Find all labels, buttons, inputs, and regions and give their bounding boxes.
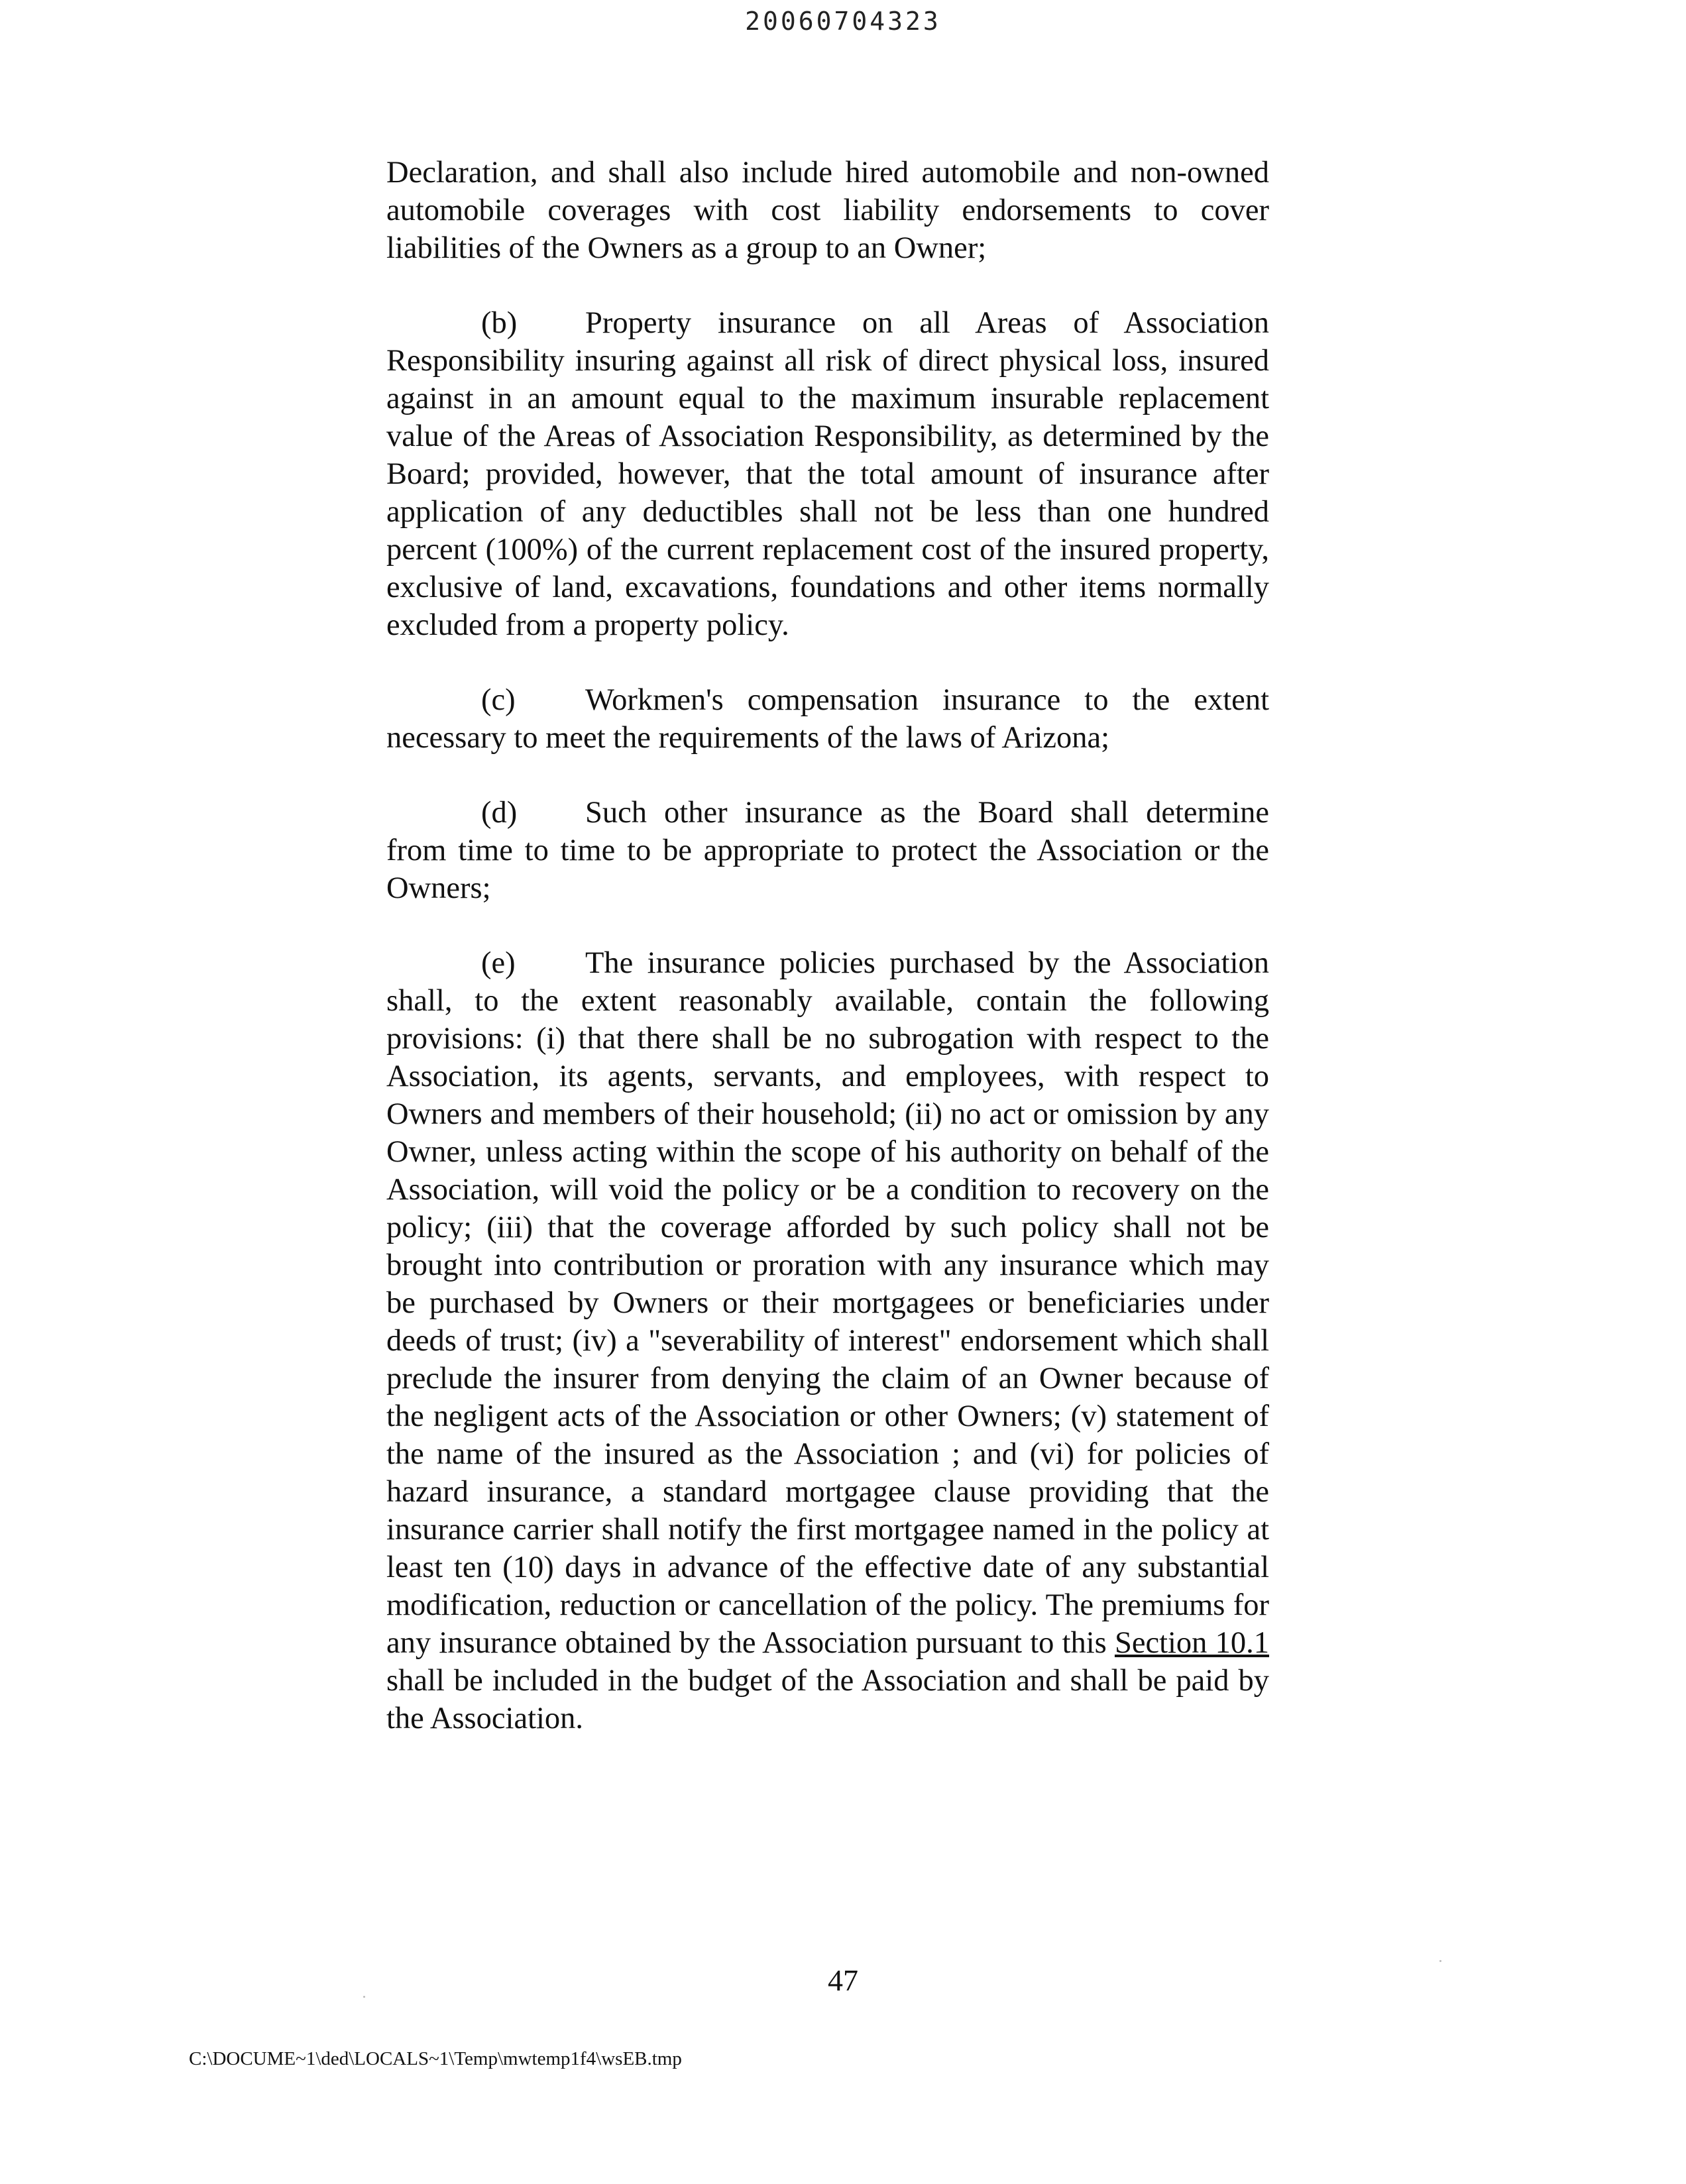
document-body	[386, 154, 1269, 1774]
paragraph-d	[386, 794, 1269, 907]
paragraph-label: (e)	[481, 946, 516, 980]
paragraph-text: Such other insurance as the Board shall determine from time to time to be appropriate to protect the Association or the Owners;	[386, 796, 1269, 905]
paragraph-text: Declaration, and shall also include hired automobile and non-owned automobile coverages with cost liability endorsements to cover liabilities of the Owners as a group to an Owner;	[386, 156, 1269, 265]
file-path: C:\DOCUME~1\ded\LOCALS~1\Temp\mwtemp1f4\wsEB.tmp	[189, 2048, 682, 2069]
paragraph-continuation	[386, 154, 1269, 267]
scan-speck	[363, 1996, 365, 1998]
section-reference: Section 10.1	[1114, 1626, 1269, 1660]
paragraph-text: Property insurance on all Areas of Association Responsibility insuring against all risk of direct physical loss, insured against in an amount equal to the maximum insurable replacement value of the Areas of Association Responsibility, as determined by the Board; provided, however, that the total amount of insurance after application of any deductibles shall not be less than one hundred percent (100%) of the current replacement cost of the insured property, exclusive of land, excavations, foundations and other items normally excluded from a property policy.	[386, 306, 1269, 642]
paragraph-text-end: shall be included in the budget of the Association and shall be paid by the Association.	[386, 1664, 1269, 1735]
paragraph-c	[386, 681, 1269, 757]
scan-speck	[1439, 1960, 1441, 1962]
paragraph-label: (d)	[481, 796, 518, 830]
paragraph-e	[386, 944, 1269, 1737]
paragraph-label: (c)	[481, 683, 516, 717]
paragraph-text: The insurance policies purchased by the Association shall, to the extent reasonably available, contain the following provisions: (i) that there shall be no subrogation with respect to the Association, its agents, servants, and employees, with respect to Owners and members of their household; (ii) no act or omission by any Owner, unless acting within the scope of his authority on behalf of the Association, will void the policy or be a condition to recovery on the policy; (iii) that the coverage afforded by such policy shall not be brought into contribution or proration with any insurance which may be purchased by Owners or their mortgagees or beneficiaries under deeds of trust; (iv) a "severability of interest" endorsement which shall preclude the insurer from denying the claim of an Owner because of the negligent acts of the Association or other Owners; (v) statement of the name of the insured as the Association ; and (vi) for policies of hazard insurance, a standard mortgagee clause providing that the insurance carrier shall notify the first mortgagee named in the policy at least ten (10) days in advance of the effective date of any substantial modification, reduction or cancellation of the policy. The premiums for any insurance obtained by the Association pursuant to this	[386, 946, 1269, 1660]
page-number: 47	[828, 1963, 858, 1997]
recording-number: 20060704323	[745, 7, 941, 36]
paragraph-label: (b)	[481, 306, 518, 340]
paragraph-b	[386, 304, 1269, 644]
paragraph-text: Workmen's compensation insurance to the extent necessary to meet the requirements of the laws of Arizona;	[386, 683, 1269, 755]
